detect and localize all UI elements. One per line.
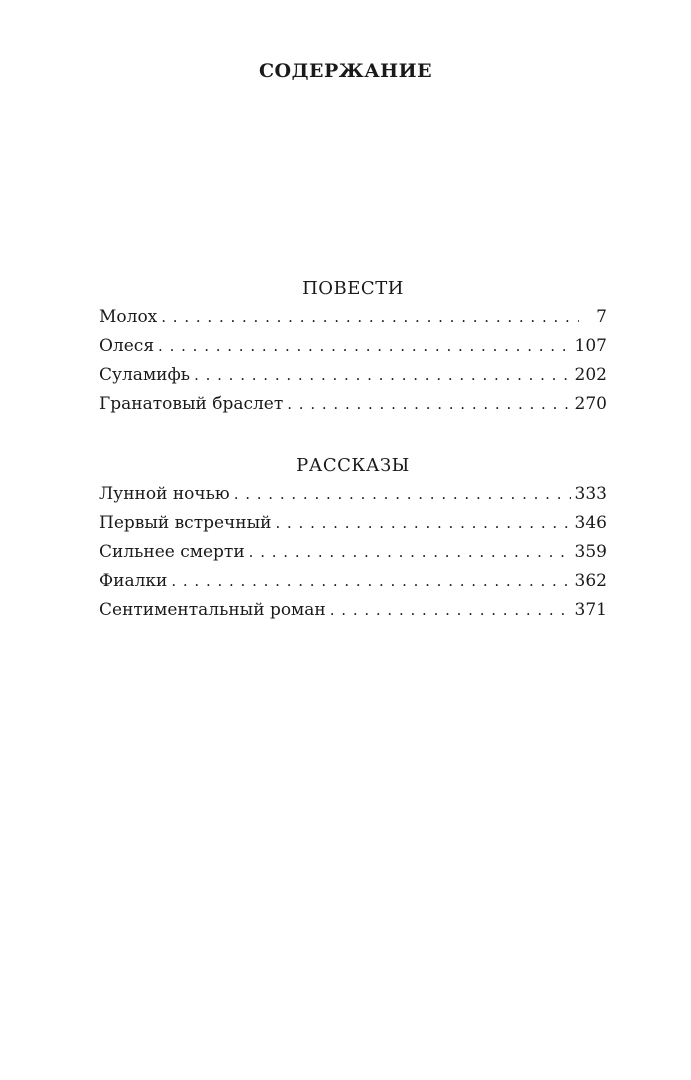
dot-leader xyxy=(330,596,571,625)
entry-title: Сильнее смерти xyxy=(99,542,245,562)
toc-entry[interactable] xyxy=(99,538,607,567)
toc-entry[interactable] xyxy=(99,390,607,419)
entry-page-number: 202 xyxy=(574,365,607,385)
toc-entry[interactable] xyxy=(99,596,607,625)
dot-leader xyxy=(234,480,571,509)
entry-page-number: 7 xyxy=(596,307,607,327)
section-heading: РАССКАЗЫ xyxy=(296,455,410,476)
entry-page-number: 333 xyxy=(574,484,607,504)
entry-page-number: 107 xyxy=(574,336,607,356)
entry-page-number: 371 xyxy=(574,600,607,620)
entry-title: Фиалки xyxy=(99,571,168,591)
entry-title: Олеся xyxy=(99,336,155,356)
entry-title: Суламифь xyxy=(99,365,191,385)
entry-page-number: 362 xyxy=(574,571,607,591)
toc-entry[interactable] xyxy=(99,303,607,332)
page-title: СОДЕРЖАНИЕ xyxy=(258,60,433,82)
dot-leader xyxy=(275,509,570,538)
entry-title: Лунной ночью xyxy=(99,484,230,504)
entry-page-number: 346 xyxy=(574,513,607,533)
entry-title: Сентиментальный роман xyxy=(99,600,326,620)
toc-entry[interactable] xyxy=(99,361,607,390)
dot-leader xyxy=(171,567,570,596)
entry-title: Гранатовый браслет xyxy=(99,394,284,414)
dot-leader xyxy=(194,361,570,390)
toc-entry[interactable] xyxy=(99,567,607,596)
dot-leader xyxy=(249,538,571,567)
toc-entry[interactable] xyxy=(99,509,607,538)
dot-leader xyxy=(161,303,579,332)
toc-section-rasskazy xyxy=(99,452,607,625)
dot-leader xyxy=(158,332,571,361)
entry-title: Первый встречный xyxy=(99,513,272,533)
section-heading: ПОВЕСТИ xyxy=(302,278,404,299)
toc-entry[interactable] xyxy=(99,332,607,361)
entry-page-number: 270 xyxy=(574,394,607,414)
dot-leader xyxy=(287,390,570,419)
entry-title: Молох xyxy=(99,307,158,327)
entry-page-number: 359 xyxy=(574,542,607,562)
toc-section-povesti xyxy=(99,275,607,419)
toc-entry[interactable] xyxy=(99,480,607,509)
